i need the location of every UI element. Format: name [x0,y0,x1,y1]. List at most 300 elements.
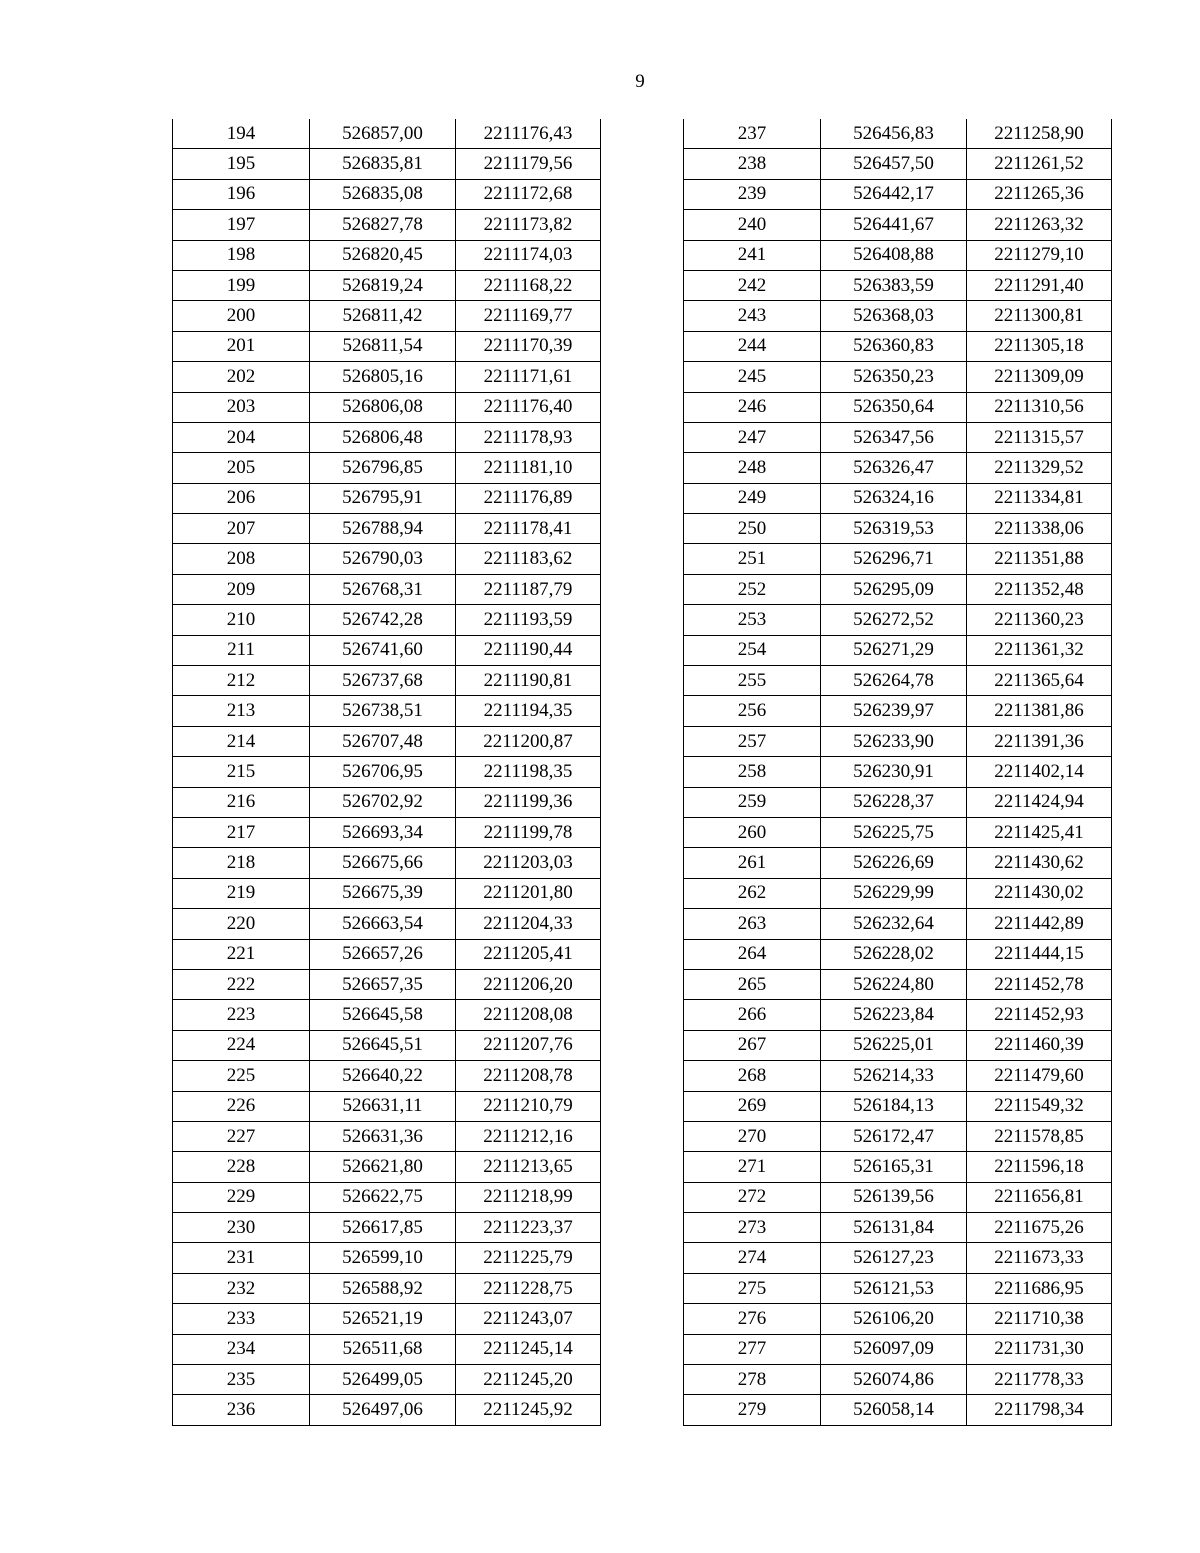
y-coordinate-cell: 2211710,38 [967,1304,1112,1334]
x-coordinate-cell: 526819,24 [310,270,456,300]
x-coordinate-cell: 526806,08 [310,392,456,422]
x-coordinate-cell: 526640,22 [310,1061,456,1091]
x-coordinate-cell: 526805,16 [310,362,456,392]
point-number-cell: 259 [684,787,821,817]
y-coordinate-cell: 2211291,40 [967,270,1112,300]
table-row [684,1152,1112,1182]
point-number-cell: 202 [173,362,310,392]
y-coordinate-cell: 2211176,40 [456,392,601,422]
y-coordinate-cell: 2211194,35 [456,696,601,726]
x-coordinate-cell: 526442,17 [821,179,967,209]
point-number-cell: 194 [173,119,310,149]
y-coordinate-cell: 2211245,20 [456,1365,601,1395]
table-row [684,331,1112,361]
point-number-cell: 207 [173,514,310,544]
y-coordinate-cell: 2211329,52 [967,453,1112,483]
y-coordinate-cell: 2211305,18 [967,331,1112,361]
y-coordinate-cell: 2211402,14 [967,757,1112,787]
point-number-cell: 216 [173,787,310,817]
y-coordinate-cell: 2211225,79 [456,1243,601,1273]
table-row [173,1091,601,1121]
y-coordinate-cell: 2211178,41 [456,514,601,544]
y-coordinate-cell: 2211168,22 [456,270,601,300]
table-row [684,1091,1112,1121]
y-coordinate-cell: 2211245,92 [456,1395,601,1425]
table-row [684,240,1112,270]
point-number-cell: 218 [173,848,310,878]
table-row [684,1243,1112,1273]
point-number-cell: 267 [684,1030,821,1060]
point-number-cell: 255 [684,666,821,696]
point-number-cell: 232 [173,1273,310,1303]
table-row [684,909,1112,939]
x-coordinate-cell: 526350,23 [821,362,967,392]
table-row [173,331,601,361]
y-coordinate-cell: 2211174,03 [456,240,601,270]
table-row [684,1395,1112,1425]
x-coordinate-cell: 526408,88 [821,240,967,270]
x-coordinate-cell: 526324,16 [821,483,967,513]
x-coordinate-cell: 526106,20 [821,1304,967,1334]
table-row [684,635,1112,665]
x-coordinate-cell: 526058,14 [821,1395,967,1425]
table-row [173,210,601,240]
y-coordinate-cell: 2211199,78 [456,817,601,847]
y-coordinate-cell: 2211360,23 [967,605,1112,635]
x-coordinate-cell: 526271,29 [821,635,967,665]
x-coordinate-cell: 526499,05 [310,1365,456,1395]
table-row [684,119,1112,149]
table-row [684,726,1112,756]
point-number-cell: 236 [173,1395,310,1425]
point-number-cell: 252 [684,574,821,604]
point-number-cell: 221 [173,939,310,969]
y-coordinate-cell: 2211673,33 [967,1243,1112,1273]
x-coordinate-cell: 526230,91 [821,757,967,787]
x-coordinate-cell: 526820,45 [310,240,456,270]
x-coordinate-cell: 526796,85 [310,453,456,483]
point-number-cell: 266 [684,1000,821,1030]
table-row [684,544,1112,574]
y-coordinate-cell: 2211444,15 [967,939,1112,969]
y-coordinate-cell: 2211265,36 [967,179,1112,209]
table-row [684,666,1112,696]
table-row [684,817,1112,847]
y-coordinate-cell: 2211300,81 [967,301,1112,331]
x-coordinate-cell: 526631,36 [310,1121,456,1151]
x-coordinate-cell: 526827,78 [310,210,456,240]
y-coordinate-cell: 2211193,59 [456,605,601,635]
x-coordinate-cell: 526663,54 [310,909,456,939]
table-row [684,787,1112,817]
table-body [684,119,1112,1425]
table-row [173,939,601,969]
x-coordinate-cell: 526657,35 [310,969,456,999]
y-coordinate-cell: 2211204,33 [456,909,601,939]
table-row [173,1152,601,1182]
table-row [684,362,1112,392]
point-number-cell: 201 [173,331,310,361]
x-coordinate-cell: 526588,92 [310,1273,456,1303]
y-coordinate-cell: 2211206,20 [456,969,601,999]
y-coordinate-cell: 2211452,93 [967,1000,1112,1030]
point-number-cell: 264 [684,939,821,969]
table-row [173,1395,601,1425]
table-row [173,179,601,209]
table-row [684,210,1112,240]
table-row [173,696,601,726]
point-number-cell: 239 [684,179,821,209]
table-row [173,544,601,574]
y-coordinate-cell: 2211430,62 [967,848,1112,878]
x-coordinate-cell: 526621,80 [310,1152,456,1182]
y-coordinate-cell: 2211596,18 [967,1152,1112,1182]
point-number-cell: 275 [684,1273,821,1303]
table-row [684,483,1112,513]
x-coordinate-cell: 526383,59 [821,270,967,300]
x-coordinate-cell: 526835,81 [310,149,456,179]
point-number-cell: 245 [684,362,821,392]
y-coordinate-cell: 2211334,81 [967,483,1112,513]
x-coordinate-cell: 526456,83 [821,119,967,149]
y-coordinate-cell: 2211391,36 [967,726,1112,756]
x-coordinate-cell: 526742,28 [310,605,456,635]
table-row [173,848,601,878]
x-coordinate-cell: 526264,78 [821,666,967,696]
x-coordinate-cell: 526214,33 [821,1061,967,1091]
x-coordinate-cell: 526172,47 [821,1121,967,1151]
y-coordinate-cell: 2211731,30 [967,1334,1112,1364]
y-coordinate-cell: 2211430,02 [967,878,1112,908]
y-coordinate-cell: 2211361,32 [967,635,1112,665]
y-coordinate-cell: 2211309,09 [967,362,1112,392]
x-coordinate-cell: 526675,66 [310,848,456,878]
x-coordinate-cell: 526097,09 [821,1334,967,1364]
y-coordinate-cell: 2211675,26 [967,1213,1112,1243]
y-coordinate-cell: 2211656,81 [967,1182,1112,1212]
point-number-cell: 279 [684,1395,821,1425]
point-number-cell: 213 [173,696,310,726]
table-row [684,1121,1112,1151]
y-coordinate-cell: 2211218,99 [456,1182,601,1212]
table-row [684,1334,1112,1364]
x-coordinate-cell: 526631,11 [310,1091,456,1121]
table-row [173,422,601,452]
y-coordinate-cell: 2211179,56 [456,149,601,179]
point-number-cell: 270 [684,1121,821,1151]
point-number-cell: 195 [173,149,310,179]
x-coordinate-cell: 526790,03 [310,544,456,574]
point-number-cell: 243 [684,301,821,331]
x-coordinate-cell: 526707,48 [310,726,456,756]
x-coordinate-cell: 526706,95 [310,757,456,787]
table-row [684,453,1112,483]
y-coordinate-cell: 2211198,35 [456,757,601,787]
point-number-cell: 214 [173,726,310,756]
x-coordinate-cell: 526226,69 [821,848,967,878]
x-coordinate-cell: 526127,23 [821,1243,967,1273]
x-coordinate-cell: 526232,64 [821,909,967,939]
x-coordinate-cell: 526228,02 [821,939,967,969]
y-coordinate-cell: 2211352,48 [967,574,1112,604]
table-row [684,696,1112,726]
point-number-cell: 228 [173,1152,310,1182]
x-coordinate-cell: 526788,94 [310,514,456,544]
table-row [173,1365,601,1395]
y-coordinate-cell: 2211261,52 [967,149,1112,179]
x-coordinate-cell: 526693,34 [310,817,456,847]
x-coordinate-cell: 526233,90 [821,726,967,756]
table-row [684,1182,1112,1212]
point-number-cell: 203 [173,392,310,422]
point-number-cell: 251 [684,544,821,574]
point-number-cell: 200 [173,301,310,331]
page-number: 9 [635,71,645,92]
coordinates-table-right [683,119,1112,1426]
point-number-cell: 211 [173,635,310,665]
point-number-cell: 246 [684,392,821,422]
table-row [684,422,1112,452]
table-row [684,1213,1112,1243]
point-number-cell: 265 [684,969,821,999]
y-coordinate-cell: 2211178,93 [456,422,601,452]
y-coordinate-cell: 2211381,86 [967,696,1112,726]
point-number-cell: 256 [684,696,821,726]
table-row [173,635,601,665]
y-coordinate-cell: 2211549,32 [967,1091,1112,1121]
table-row [684,270,1112,300]
table-row [173,878,601,908]
table-row [684,392,1112,422]
x-coordinate-cell: 526228,37 [821,787,967,817]
y-coordinate-cell: 2211170,39 [456,331,601,361]
x-coordinate-cell: 526319,53 [821,514,967,544]
point-number-cell: 244 [684,331,821,361]
x-coordinate-cell: 526165,31 [821,1152,967,1182]
y-coordinate-cell: 2211203,03 [456,848,601,878]
point-number-cell: 253 [684,605,821,635]
y-coordinate-cell: 2211245,14 [456,1334,601,1364]
point-number-cell: 258 [684,757,821,787]
x-coordinate-cell: 526857,00 [310,119,456,149]
point-number-cell: 229 [173,1182,310,1212]
x-coordinate-cell: 526223,84 [821,1000,967,1030]
y-coordinate-cell: 2211279,10 [967,240,1112,270]
y-coordinate-cell: 2211442,89 [967,909,1112,939]
point-number-cell: 248 [684,453,821,483]
table-row [173,726,601,756]
y-coordinate-cell: 2211187,79 [456,574,601,604]
x-coordinate-cell: 526184,13 [821,1091,967,1121]
point-number-cell: 206 [173,483,310,513]
x-coordinate-cell: 526675,39 [310,878,456,908]
point-number-cell: 217 [173,817,310,847]
y-coordinate-cell: 2211479,60 [967,1061,1112,1091]
y-coordinate-cell: 2211460,39 [967,1030,1112,1060]
y-coordinate-cell: 2211425,41 [967,817,1112,847]
point-number-cell: 198 [173,240,310,270]
y-coordinate-cell: 2211205,41 [456,939,601,969]
x-coordinate-cell: 526511,68 [310,1334,456,1364]
point-number-cell: 269 [684,1091,821,1121]
point-number-cell: 223 [173,1000,310,1030]
x-coordinate-cell: 526599,10 [310,1243,456,1273]
table-row [173,1213,601,1243]
point-number-cell: 276 [684,1304,821,1334]
table-row [173,149,601,179]
point-number-cell: 257 [684,726,821,756]
x-coordinate-cell: 526368,03 [821,301,967,331]
x-coordinate-cell: 526811,54 [310,331,456,361]
x-coordinate-cell: 526224,80 [821,969,967,999]
y-coordinate-cell: 2211176,43 [456,119,601,149]
table-row [173,514,601,544]
y-coordinate-cell: 2211228,75 [456,1273,601,1303]
table-row [173,1000,601,1030]
y-coordinate-cell: 2211199,36 [456,787,601,817]
table-row [173,392,601,422]
y-coordinate-cell: 2211208,08 [456,1000,601,1030]
y-coordinate-cell: 2211171,61 [456,362,601,392]
point-number-cell: 277 [684,1334,821,1364]
point-number-cell: 212 [173,666,310,696]
y-coordinate-cell: 2211190,81 [456,666,601,696]
table-row [684,1061,1112,1091]
x-coordinate-cell: 526360,83 [821,331,967,361]
x-coordinate-cell: 526497,06 [310,1395,456,1425]
point-number-cell: 197 [173,210,310,240]
point-number-cell: 225 [173,1061,310,1091]
x-coordinate-cell: 526295,09 [821,574,967,604]
x-coordinate-cell: 526272,52 [821,605,967,635]
x-coordinate-cell: 526702,92 [310,787,456,817]
y-coordinate-cell: 2211258,90 [967,119,1112,149]
table-row [173,1030,601,1060]
table-row [173,270,601,300]
y-coordinate-cell: 2211578,85 [967,1121,1112,1151]
y-coordinate-cell: 2211201,80 [456,878,601,908]
table-row [684,848,1112,878]
x-coordinate-cell: 526645,51 [310,1030,456,1060]
point-number-cell: 208 [173,544,310,574]
y-coordinate-cell: 2211351,88 [967,544,1112,574]
y-coordinate-cell: 2211424,94 [967,787,1112,817]
x-coordinate-cell: 526811,42 [310,301,456,331]
point-number-cell: 238 [684,149,821,179]
table-row [173,362,601,392]
point-number-cell: 249 [684,483,821,513]
y-coordinate-cell: 2211213,65 [456,1152,601,1182]
point-number-cell: 231 [173,1243,310,1273]
table-row [173,301,601,331]
table-row [684,179,1112,209]
point-number-cell: 233 [173,1304,310,1334]
table-row [173,605,601,635]
table-row [684,605,1112,635]
point-number-cell: 220 [173,909,310,939]
y-coordinate-cell: 2211223,37 [456,1213,601,1243]
table-row [173,1121,601,1151]
point-number-cell: 268 [684,1061,821,1091]
y-coordinate-cell: 2211338,06 [967,514,1112,544]
x-coordinate-cell: 526645,58 [310,1000,456,1030]
x-coordinate-cell: 526795,91 [310,483,456,513]
y-coordinate-cell: 2211778,33 [967,1365,1112,1395]
table-row [684,301,1112,331]
y-coordinate-cell: 2211181,10 [456,453,601,483]
y-coordinate-cell: 2211315,57 [967,422,1112,452]
table-row [173,119,601,149]
table-row [684,1365,1112,1395]
point-number-cell: 278 [684,1365,821,1395]
x-coordinate-cell: 526441,67 [821,210,967,240]
point-number-cell: 234 [173,1334,310,1364]
y-coordinate-cell: 2211210,79 [456,1091,601,1121]
point-number-cell: 242 [684,270,821,300]
table-row [684,878,1112,908]
point-number-cell: 260 [684,817,821,847]
point-number-cell: 215 [173,757,310,787]
point-number-cell: 227 [173,1121,310,1151]
y-coordinate-cell: 2211200,87 [456,726,601,756]
y-coordinate-cell: 2211208,78 [456,1061,601,1091]
x-coordinate-cell: 526350,64 [821,392,967,422]
table-row [173,787,601,817]
x-coordinate-cell: 526768,31 [310,574,456,604]
y-coordinate-cell: 2211169,77 [456,301,601,331]
point-number-cell: 199 [173,270,310,300]
x-coordinate-cell: 526617,85 [310,1213,456,1243]
table-row [684,1273,1112,1303]
x-coordinate-cell: 526737,68 [310,666,456,696]
point-number-cell: 241 [684,240,821,270]
y-coordinate-cell: 2211212,16 [456,1121,601,1151]
table-row [684,969,1112,999]
table-row [173,969,601,999]
y-coordinate-cell: 2211207,76 [456,1030,601,1060]
y-coordinate-cell: 2211365,64 [967,666,1112,696]
x-coordinate-cell: 526121,53 [821,1273,967,1303]
point-number-cell: 222 [173,969,310,999]
point-number-cell: 273 [684,1213,821,1243]
point-number-cell: 219 [173,878,310,908]
point-number-cell: 250 [684,514,821,544]
y-coordinate-cell: 2211190,44 [456,635,601,665]
table-row [173,483,601,513]
x-coordinate-cell: 526347,56 [821,422,967,452]
x-coordinate-cell: 526239,97 [821,696,967,726]
table-row [684,574,1112,604]
x-coordinate-cell: 526457,50 [821,149,967,179]
point-number-cell: 226 [173,1091,310,1121]
table-row [684,939,1112,969]
x-coordinate-cell: 526296,71 [821,544,967,574]
table-row [684,1304,1112,1334]
point-number-cell: 274 [684,1243,821,1273]
x-coordinate-cell: 526139,56 [821,1182,967,1212]
point-number-cell: 205 [173,453,310,483]
table-row [173,1061,601,1091]
point-number-cell: 262 [684,878,821,908]
x-coordinate-cell: 526741,60 [310,635,456,665]
point-number-cell: 230 [173,1213,310,1243]
point-number-cell: 196 [173,179,310,209]
y-coordinate-cell: 2211263,32 [967,210,1112,240]
table-row [173,574,601,604]
table-row [173,909,601,939]
point-number-cell: 261 [684,848,821,878]
table-row [684,149,1112,179]
